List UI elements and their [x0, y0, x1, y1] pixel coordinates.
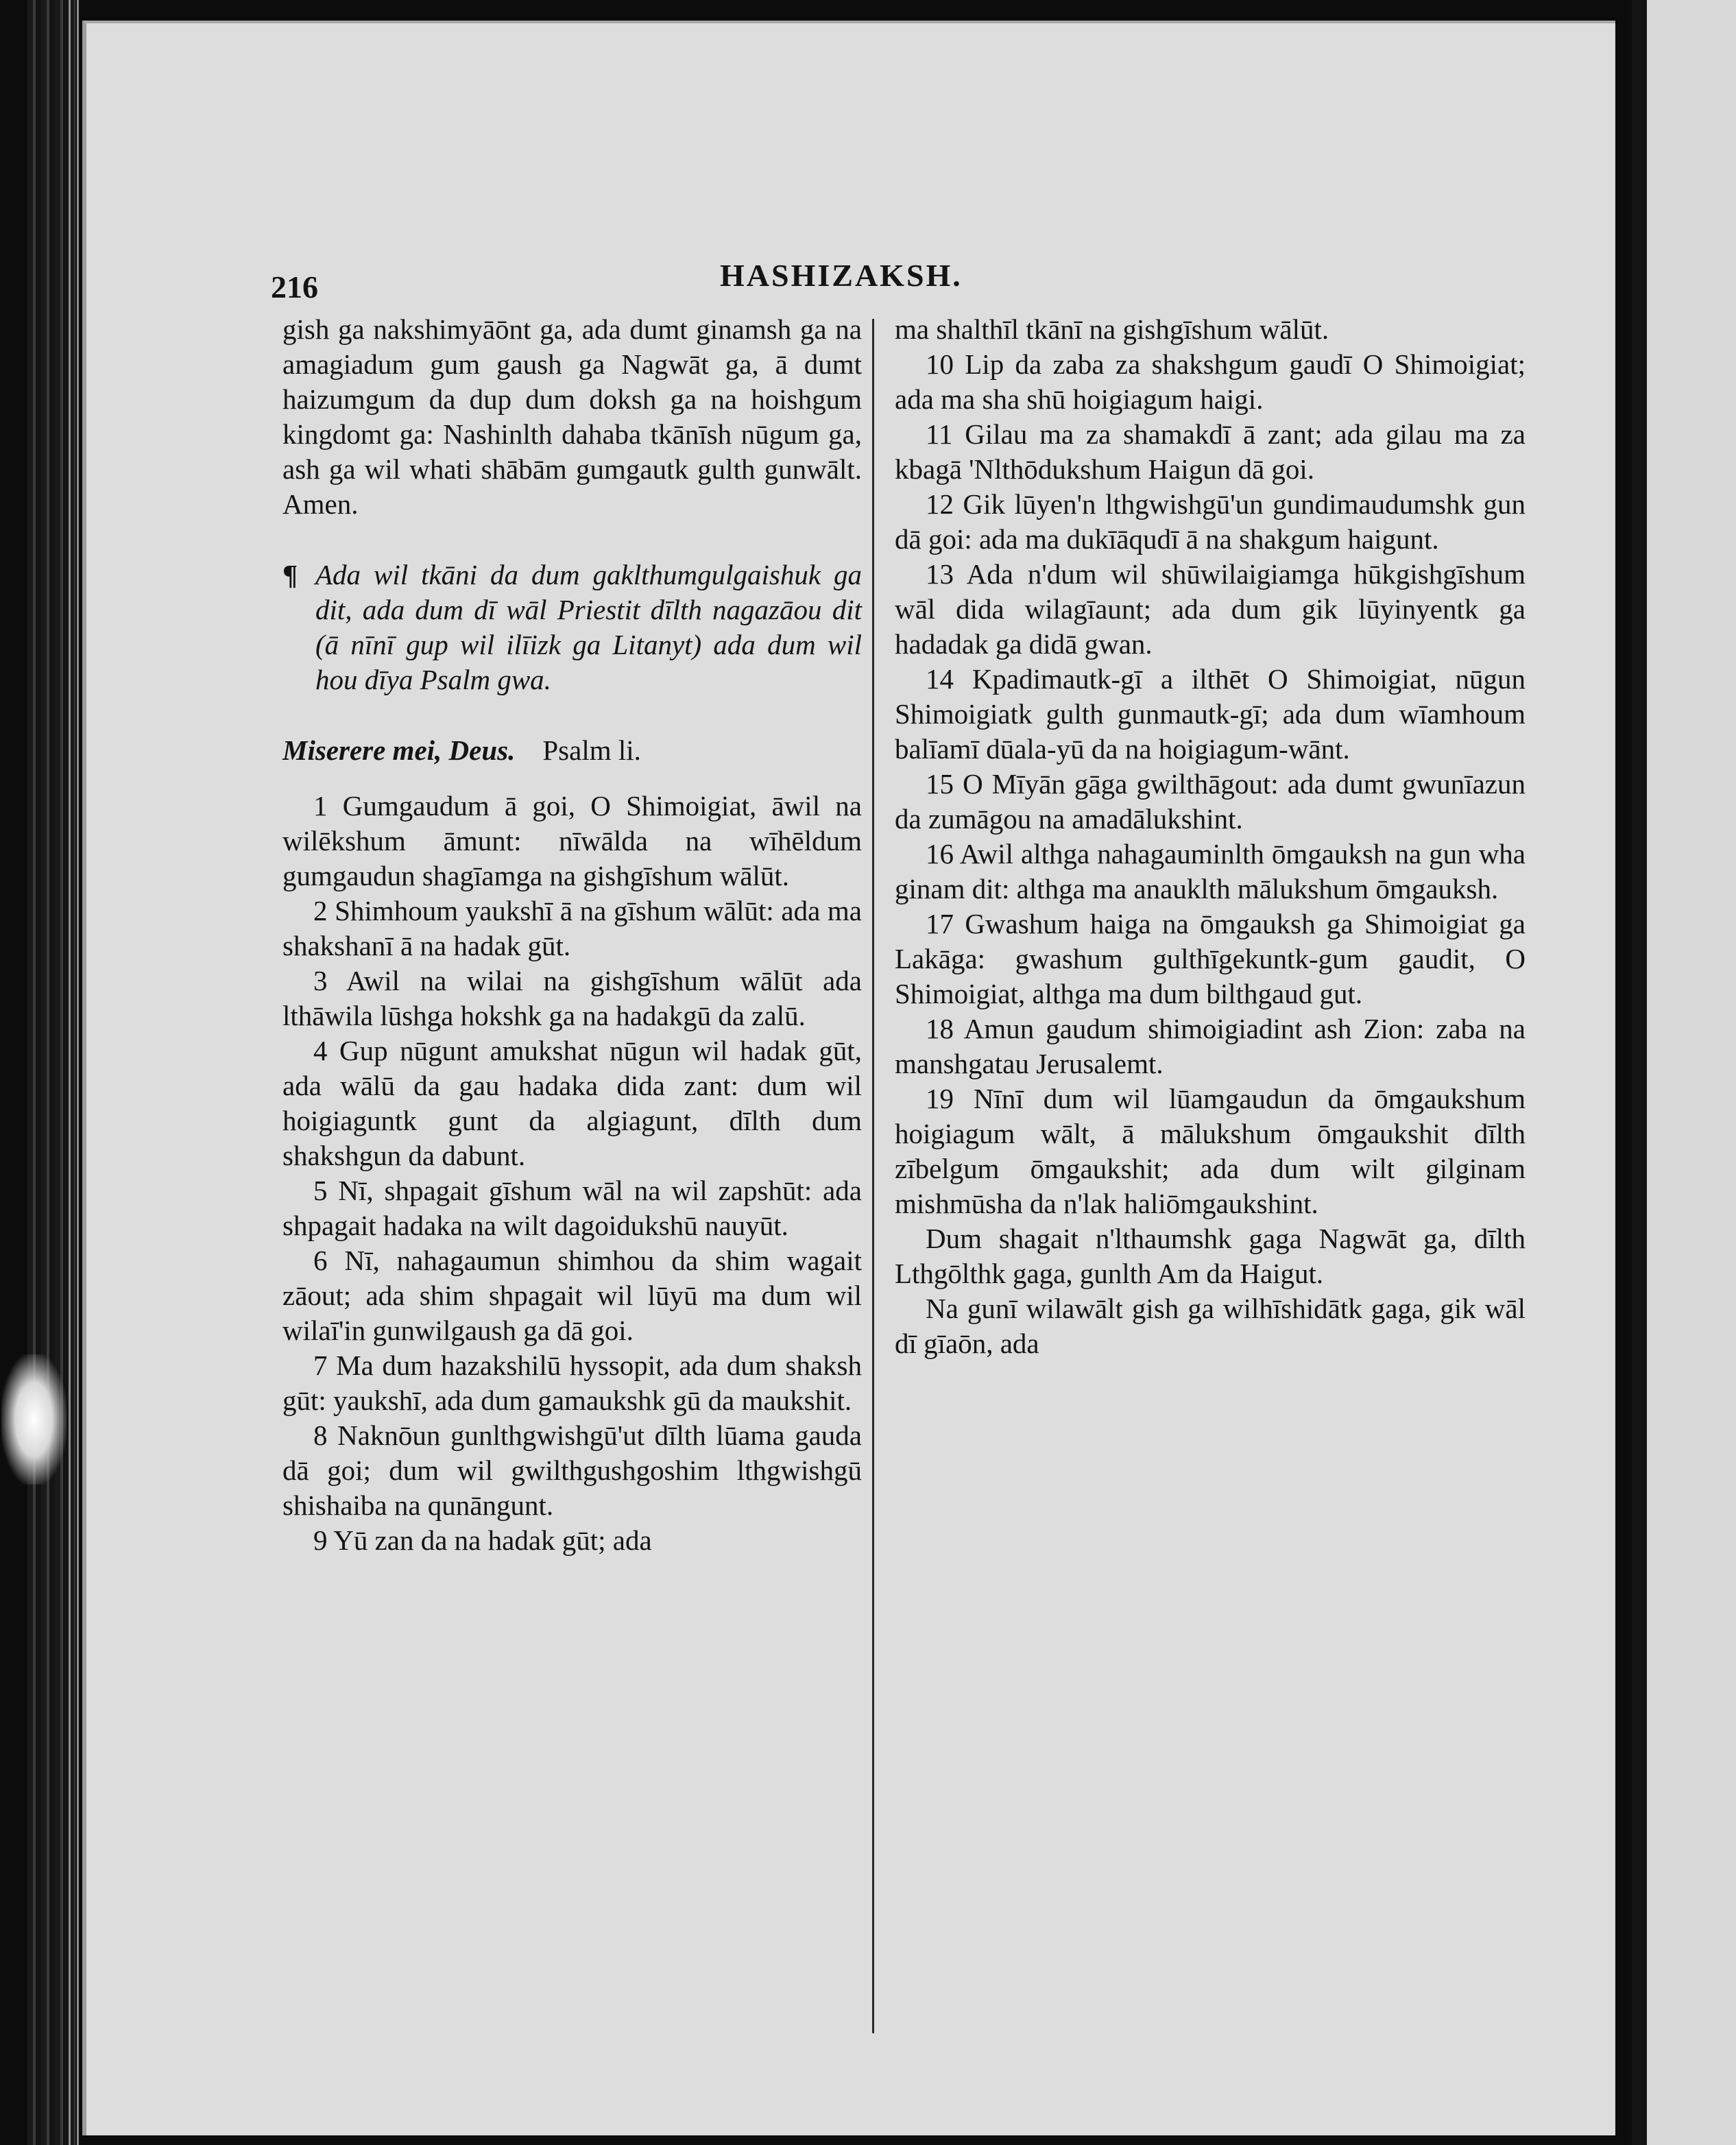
rubric: [282, 558, 862, 697]
verse: 3 Awil na wilai na gishgīshum wālūt ada lthāwila lūshga hokshk ga na hadakgū da zalū.: [282, 965, 862, 1031]
psalm-heading: [282, 733, 862, 768]
verse: 16 Awil althga nahagauminlth ōmgauksh na gun wha ginam dit: althga ma anauklth mālukshum ōmgauksh.: [895, 838, 1526, 904]
verse: 1 Gumgaudum ā goi, O Shimoigiat, āwil na wilēkshum āmunt: nīwālda na wīhēldum gumgaudun shagīamga na gishgīshum wālūt.: [282, 790, 862, 891]
facing-page-edge: [1632, 0, 1736, 2145]
page-edge: [69, 0, 71, 2145]
verse: 12 Gik lūyen'n lthgwishgū'un gundimaudumshk gun dā goi: ada ma dukīāqudī ā na shakgum haigunt.: [895, 488, 1526, 555]
verse: 17 Gwashum haiga na ōmgauksh ga Shimoigiat ga Lakāga: gwashum gulthīgekuntk-gum gaudit, O Shimoigiat, althga ma dum bilthgaud gut.: [895, 908, 1526, 1009]
verse: 4 Gup nūgunt amukshat nūgun wil hadak gūt, ada wālū da gau hadaka dida zant: dum wil hoigiaguntk gunt da algiagunt, dīlth dum shakshgun da dabunt.: [282, 1035, 862, 1171]
page-edge: [77, 0, 79, 2145]
doxology: Dum shagait n'lthaumshk gaga Nagwāt ga, dīlth Lthgōlthk gaga, gunlth Am da Haigut.: [895, 1223, 1526, 1289]
continuation-text: gish ga nakshimyāōnt ga, ada dumt ginamsh ga na amagiadum gum gaush ga Nagwāt ga, ā dumt haizumgum da dup dum doksh ga na hoishgum kingdomt ga: Nashinlth dahaba tkānīsh nūgum ga, ash ga wil whati shābām gumgautk gulth gunwālt. Amen.: [282, 313, 862, 520]
verse: 15 O Mīyān gāga gwilthāgout: ada dumt gwunīazun da zumāgou na amadālukshint.: [895, 768, 1526, 835]
pilcrow-mark: ¶: [282, 559, 298, 590]
verse: 9 Yū zan da na hadak gūt; ada: [313, 1524, 652, 1556]
continuation-text: ma shalthīl tkānī na gishgīshum wālūt.: [895, 313, 1329, 345]
rubric-text: Ada wil tkāni da dum gaklthumgulgaishuk ga dit, ada dum dī wāl Priestit dīlth nagazāou dit (ā nīnī gup wil ilīizk ga Litanyt) ada dum wil hou dīya Psalm gwa.: [315, 559, 862, 695]
column-divider: [872, 319, 874, 2033]
psalm-number: Psalm li.: [542, 734, 641, 766]
verse: 8 Naknōun gunlthgwishgū'ut dīlth lūama gauda dā goi; dum wil gwilthgushgoshim lthgwishgū shishaiba na qunāngunt.: [282, 1419, 862, 1521]
page-number: 216: [271, 269, 318, 304]
left-column: [282, 312, 862, 1558]
verse: 11 Gilau ma za shamakdī ā zant; ada gilau ma za kbagā 'Nlthōdukshum Haigun dā goi.: [895, 418, 1526, 485]
running-head: HASHIZAKSH.: [720, 258, 963, 293]
verse: 13 Ada n'dum wil shūwilaigiamga hūkgishgīshum wāl dida wilagīaunt; ada dum gik lūyinyentk ga hadadak ga didā gwan.: [895, 558, 1526, 660]
verse: 14 Kpadimautk-gī a ilthēt O Shimoigiat, nūgun Shimoigiatk gulth gunmautk-gī; ada dum wīamhoum balīamī dūala-yū da na hoigiagum-wānt.: [895, 663, 1526, 765]
verse: 18 Amun gaudum shimoigiadint ash Zion: zaba na manshgatau Jerusalemt.: [895, 1013, 1526, 1079]
psalm-latin-title: Miserere mei, Deus.: [282, 734, 516, 766]
verse: 19 Nīnī dum wil lūamgaudun da ōmgaukshum hoigiagum wālt, ā mālukshum ōmgaukshit dīlth zībelgum ōmgaukshit; ada dum wilt gilginam mishmūsha da n'lak haliōmgaukshint.: [895, 1083, 1526, 1219]
right-column: [895, 312, 1526, 1361]
verse: 10 Lip da zaba za shakshgum gaudī O Shimoigiat; ada ma sha shū hoigiagum haigi.: [895, 348, 1526, 415]
verse: 7 Ma dum hazakshilū hyssopit, ada dum shaksh gūt: yaukshī, ada dum gamaukshk gū da maukshit.: [282, 1350, 862, 1416]
doxology: Na gunī wilawālt gish ga wilhīshidātk gaga, gik wāl dī gīaōn, ada: [895, 1293, 1526, 1359]
paper-damage-spot: [1, 1354, 67, 1485]
verse: 2 Shimhoum yaukshī ā na gīshum wālūt: ada ma shakshanī ā na hadak gūt.: [282, 895, 862, 961]
verse: 6 Nī, nahagaumun shimhou da shim wagait zāout; ada shim shpagait wil lūyū ma dum wil wilaī'in gunwilgaush ga dā goi.: [282, 1245, 862, 1346]
verse: 5 Nī, shpagait gīshum wāl na wil zapshūt: ada shpagait hadaka na wilt dagoidukshū nauyūt.: [282, 1175, 862, 1241]
